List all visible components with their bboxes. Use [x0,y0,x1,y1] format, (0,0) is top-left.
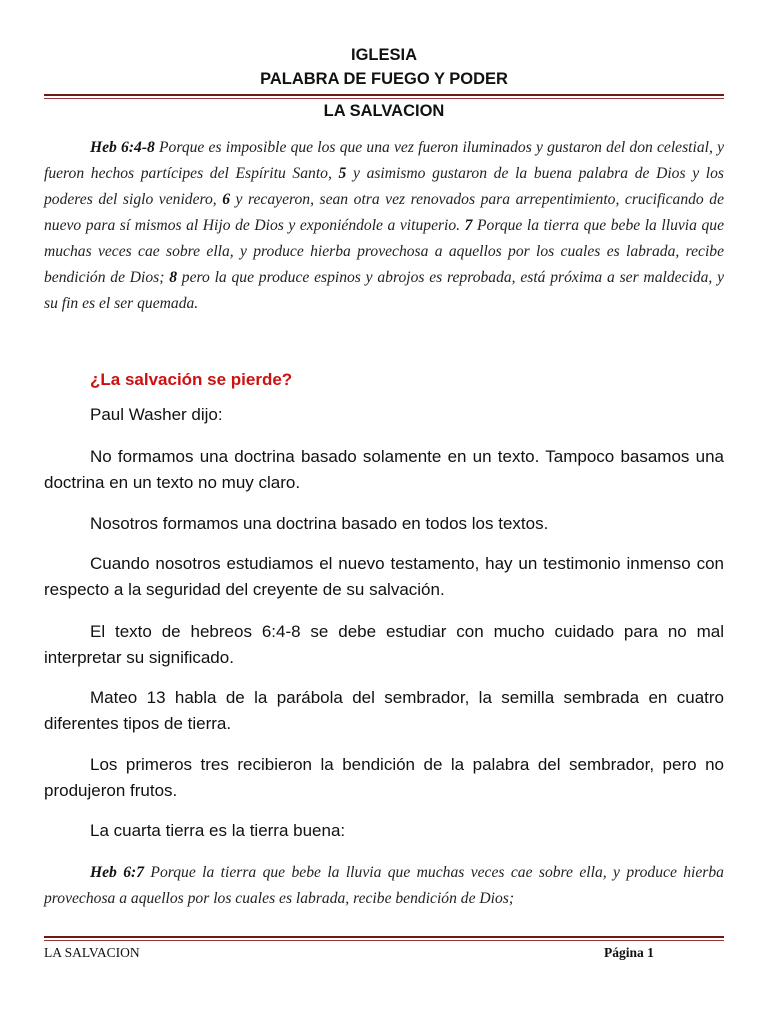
page-number: Página 1 [604,945,654,960]
paragraph-text: Paul Washer dijo: [90,405,223,424]
scripture-reference: Heb 6:4-8 [90,139,155,156]
header-rule-thick [44,94,724,96]
header-rule-thin [44,98,724,99]
verse-number: 6 [222,191,231,208]
scripture-text: y asimismo gustaron de la buena palabra de Dios y los poderes del siglo venidero, [44,165,724,208]
paragraph [44,818,724,844]
paragraph [44,444,724,496]
paragraph-text: No formamos una doctrina basado solamente en un texto. Tampoco basamos una doctrina en un texto no muy claro. [44,447,724,492]
paragraph-text: Mateo 13 habla de la parábola del sembrador, la semilla sembrada en cuatro diferentes tipos de tierra. [44,688,724,733]
church-name: IGLESIA [350,46,417,64]
paragraph [44,619,724,671]
paragraph-text: La cuarta tierra es la tierra buena: [90,821,346,840]
question-heading [44,367,724,393]
scripture-text: Porque es imposible que los que una vez fueron iluminados y gustaron del don celestial, y fueron hechos partícipes del Espíritu Santo, [44,139,724,182]
church-subtitle: PALABRA DE FUEGO Y PODER [260,70,508,88]
verse-number: 8 [169,269,178,286]
scripture-block-heb-6-7 [44,860,724,912]
paragraph-text: El texto de hebreos 6:4-8 se debe estudiar con mucho cuidado para no mal interpretar su significado. [44,622,724,667]
document-title: LA SALVACION [323,102,445,120]
verse-number: 7 [464,217,473,234]
question-text: ¿La salvación se pierde? [90,370,293,389]
footer-rule-thin [44,940,724,941]
paragraph [44,685,724,737]
scripture-reference: Heb 6:7 [90,864,145,881]
paragraph-text: Cuando nosotros estudiamos el nuevo testamento, hay un testimonio inmenso con respecto a la seguridad del creyente de su salvación. [44,554,724,599]
paragraph [44,511,724,537]
scripture-text: y recayeron, sean otra vez renovados para arrepentimiento, crucificando de nuevo para sí mismos al Hijo de Dios y exponiéndole a vituperio. [44,191,724,234]
scripture-block-heb-6-4-8 [44,135,724,317]
verse-number: 5 [338,165,347,182]
paragraph [44,551,724,603]
paragraph [44,402,724,428]
footer-title: LA SALVACION [44,945,140,960]
paragraph [44,752,724,804]
paragraph-text: Los primeros tres recibieron la bendición de la palabra del sembrador, pero no produjeron frutos. [44,755,724,800]
scripture-text: Porque la tierra que bebe la lluvia que muchas veces cae sobre ella, y produce hierba provechosa a aquellos por los cuales es labrada, recibe bendición de Dios; [44,864,724,907]
scripture-text: pero la que produce espinos y abrojos es reprobada, está próxima a ser maldecida, y su fin es el ser quemada. [44,269,724,312]
paragraph-text: Nosotros formamos una doctrina basado en todos los textos. [90,514,549,533]
footer-rule-thick [44,936,724,938]
scripture-text: Porque la tierra que bebe la lluvia que muchas veces cae sobre ella, y produce hierba provechosa a aquellos por los cuales es labrada, recibe bendición de Dios; [44,217,724,286]
